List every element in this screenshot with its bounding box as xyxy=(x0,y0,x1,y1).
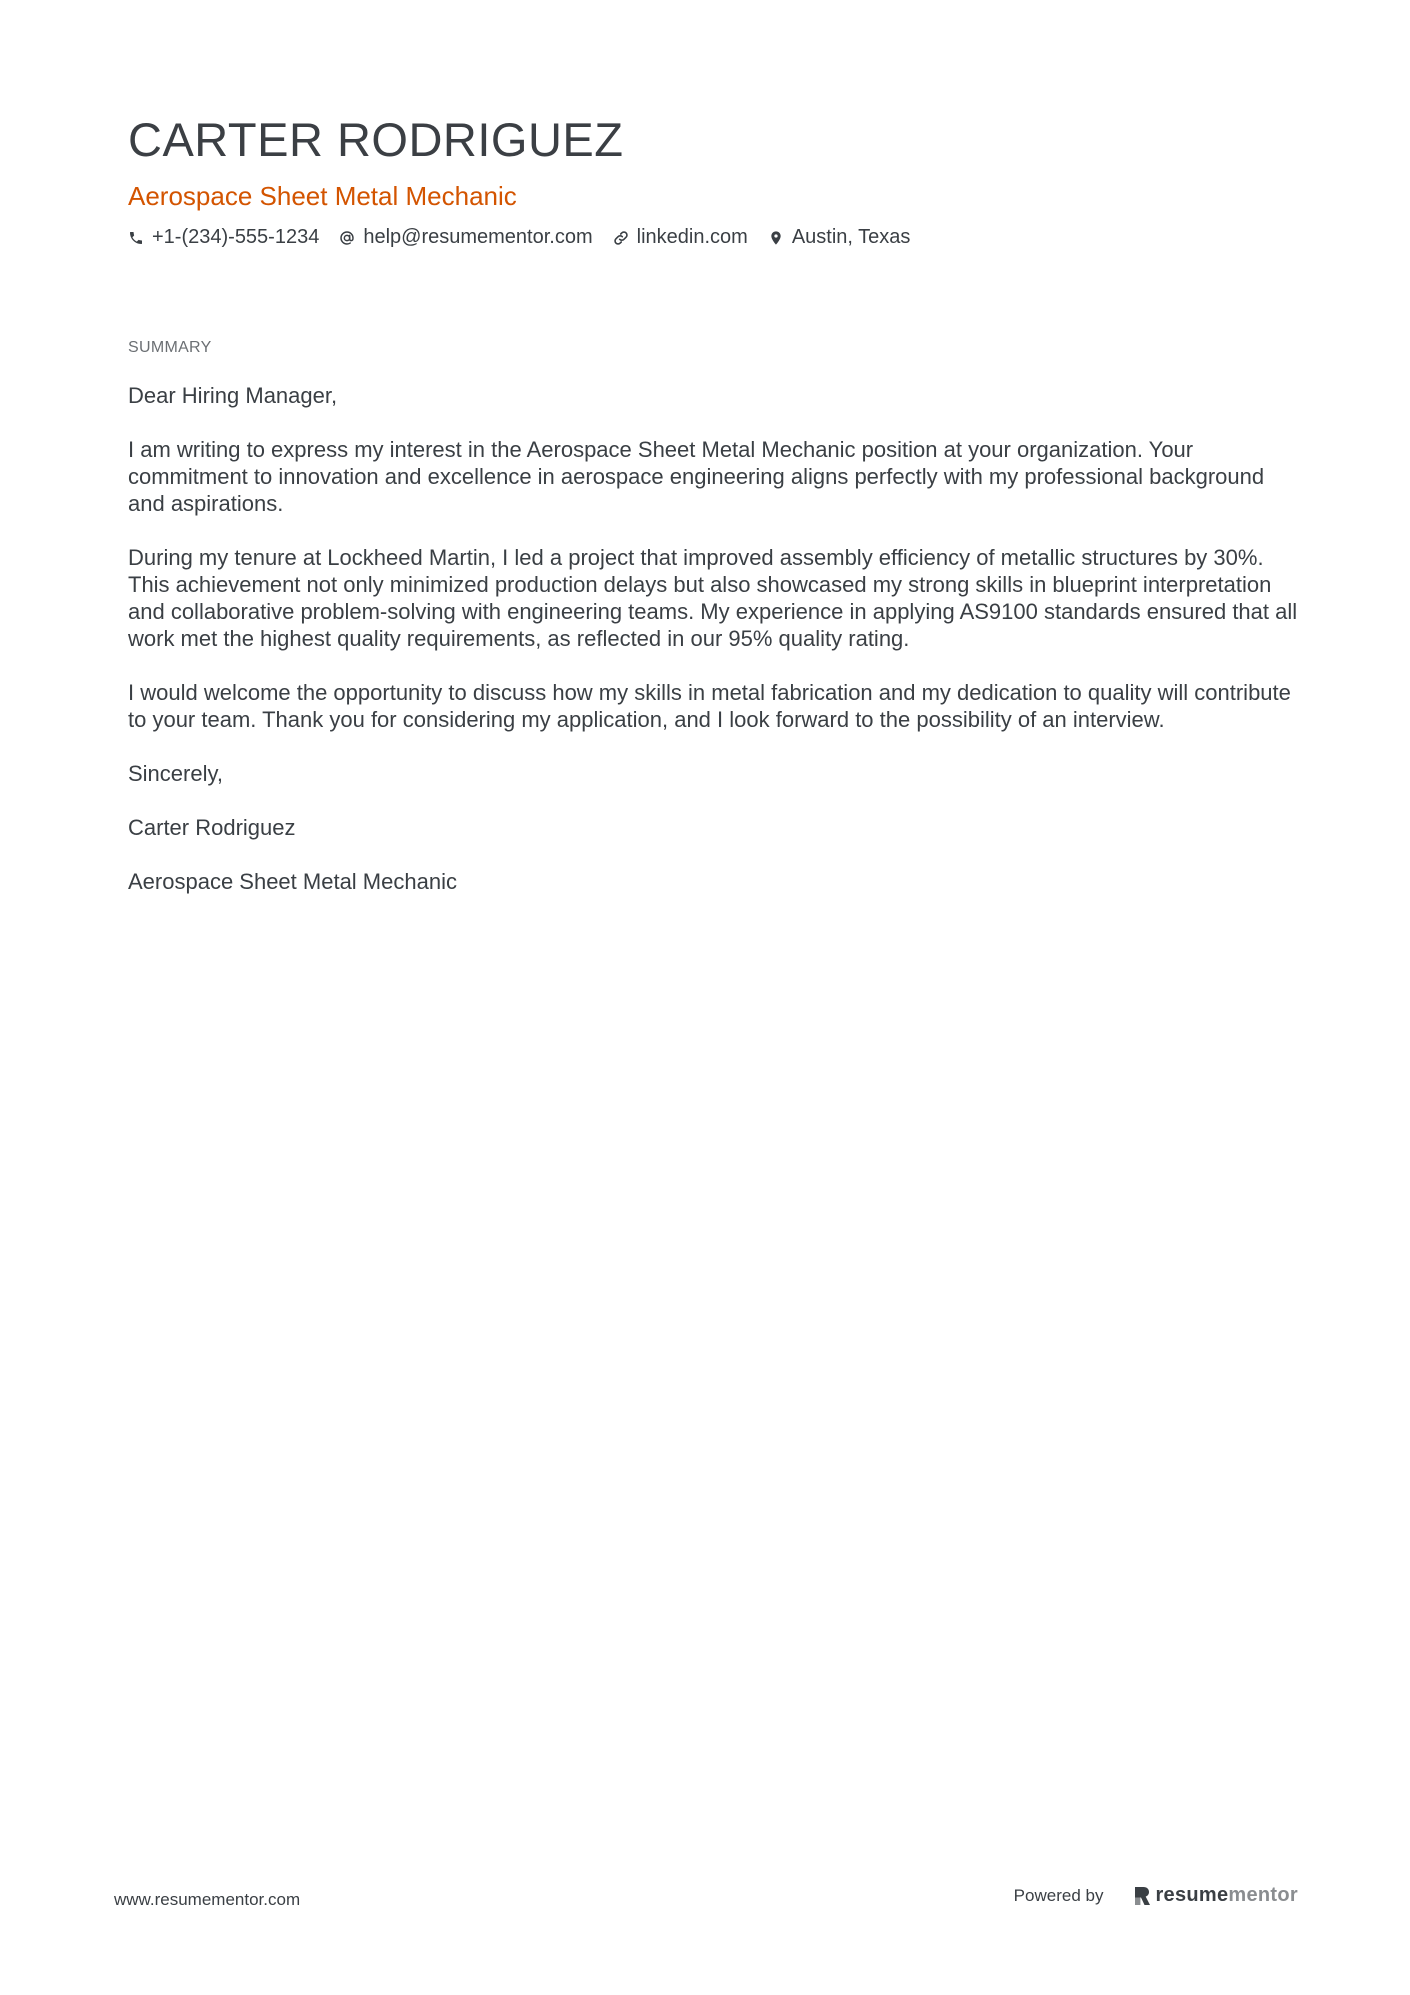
contact-phone xyxy=(128,226,319,249)
contact-info xyxy=(128,226,910,249)
letter-body xyxy=(128,382,1298,922)
footer-powered-by xyxy=(1014,1884,1298,1907)
letter-signature-title: Aerospace Sheet Metal Mechanic xyxy=(128,869,457,894)
brand-logo[interactable] xyxy=(1133,1884,1298,1907)
letter-paragraph: I am writing to express my interest in the Aerospace Sheet Metal Mechanic position at your organization. Your commitment to innovation and excellence in aerospace engineering aligns perfectly with my professional background and aspirations. xyxy=(128,437,1265,516)
letter-paragraph: I would welcome the opportunity to discuss how my skills in metal fabrication and my dedication to quality will contribute to your team. Thank you for considering my application, and I look forward to the possibility of an interview. xyxy=(128,680,1291,732)
contact-email[interactable] xyxy=(339,226,592,249)
email-text[interactable]: help@resumementor.com xyxy=(363,226,593,248)
letter-closing: Sincerely, xyxy=(128,761,223,786)
brand-wordmark xyxy=(1155,1884,1298,1907)
phone-icon xyxy=(128,230,144,246)
location-pin-icon xyxy=(768,230,784,246)
candidate-name: CARTER RODRIGUEZ xyxy=(128,113,624,166)
contact-location xyxy=(768,226,911,249)
link-icon xyxy=(613,230,629,246)
candidate-job-title: Aerospace Sheet Metal Mechanic xyxy=(128,181,517,211)
powered-by-label: Powered by xyxy=(1013,1885,1104,1905)
at-icon xyxy=(339,230,355,246)
brand-wordmark-light: mentor xyxy=(1228,1884,1298,1906)
resumementor-logo-icon xyxy=(1133,1885,1151,1907)
letter-paragraph: During my tenure at Lockheed Martin, I led a project that improved assembly efficiency of metallic structures by 30%. This achievement not only minimized production delays but also showcased my strong skills in blueprint interpretation and collaborative problem-solving with engineering teams. My experience in applying AS9100 standards ensured that all work met the highest quality requirements, as reflected in our 95% quality rating. xyxy=(128,545,1298,651)
location-text: Austin, Texas xyxy=(791,226,911,248)
section-label-summary: SUMMARY xyxy=(128,339,212,356)
phone-text: +1-(234)-555-1234 xyxy=(152,226,320,248)
footer-website-link[interactable]: www.resumementor.com xyxy=(114,1890,301,1909)
letter-salutation: Dear Hiring Manager, xyxy=(128,383,338,408)
letter-signature-name: Carter Rodriguez xyxy=(128,815,296,840)
contact-linkedin[interactable] xyxy=(613,226,748,249)
linkedin-text[interactable]: linkedin.com xyxy=(636,226,748,248)
brand-wordmark-strong: resume xyxy=(1155,1884,1229,1906)
